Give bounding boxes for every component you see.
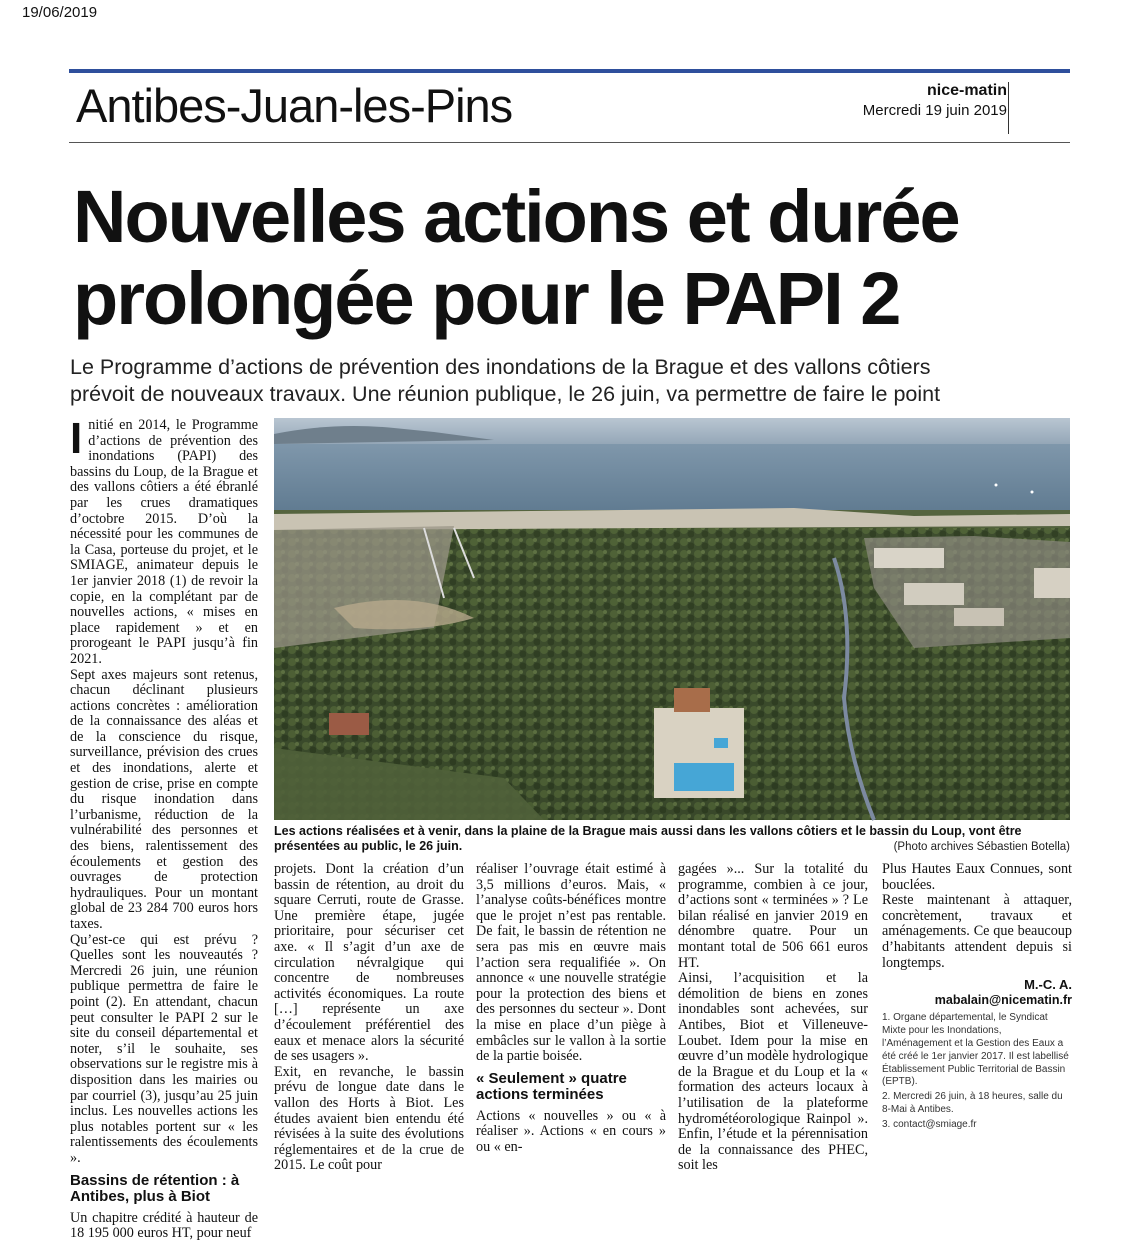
subhead-bassins: Bassins de rétention : à Antibes, plus à Biot [70,1171,240,1205]
paragraph-9: gagées »... Sur la totalité du programme, combien à ce jour, d’actions sont « terminées » ? Le bilan réalisé en janvier 2019 en dénombre quatre. Pour un montant total de 506 661 euros HT. [678,861,868,971]
paragraph-3: Qu’est-ce qui est prévu ? Quelles sont les nouveautés ? Mercredi 26 juin, une réunion publique permettra de faire le point (2). En attendant, chacun peut consulter le PAPI 2 sur le site du conseil départemental et noter, s’il le souhaite, ses observations sur le registre mis à disposition dans les mairies ou par courriel (3), jusqu’au 25 juin inclus. Les nouvelles actions les plus notables portent sur « les ralentissements des écoulements ». [70,931,258,1166]
paragraph-2: Sept axes majeurs sont retenus, chacun déclinant plusieurs actions concrètes : amélioration de la connaissance des aléas et de la conscience du risque, surveillance, prévision des crues et des inondations, alerte et gestion de crise, prise en compte du risque inondation dans l’urbanisme, réduction de la vulnérabilité des personnes et des biens, ralentissement des écoulements et gestion des ouvrages de protection hydrauliques. Pour un montant global de 23 284 700 euros hors taxes. [70,666,258,932]
masthead [863,82,1007,119]
article-column-4 [678,861,868,1174]
newspaper-brand: nice-matin [926,82,1007,99]
photo-caption: Les actions réalisées et à venir, dans la plaine de la Brague mais aussi dans les vallons côtiers et le bassin du Loup, vont être présentées au public, le 26 juin. [274,824,1022,853]
photo-credit: (Photo archives Sébastien Botella) [893,841,1070,853]
subhead-actions-terminees: « Seulement » quatre actions terminées [476,1069,627,1103]
paragraph-10: Ainsi, l’acquisition et la démolition de biens en zones inondables sont achevées, sur Antibes, Biot et Villeneuve-Loubet. Idem pour la mise en œuvre d’un modèle hydrologique de la Brague et du Loup et la « formation des acteurs locaux à l’utilisation de la plateforme hydrométéorologique Rainpol ». Enfin, l’étude et la pérennisation de la connaissance des PHEC, soit les [678,970,868,1174]
headline [73,176,1073,340]
issue-date: Mercredi 19 juin 2019 [862,102,1007,119]
article-column-1 [70,414,258,1242]
author-signature: M.-C. A. [1024,977,1072,993]
paragraph-7: réaliser l’ouvrage était estimé à 3,5 millions d’euros. Mais, « l’analyse coûts-bénéfices montre que le projet n’est pas rentable. De fait, le bassin de rétention ne sera pas mis en œuvre mais l’action sera requalifiée ». On annonce « une nouvelle stratégie pour la protection des biens et des personnes du secteur ». Dont la mise en place d’un piège à embâcles sur le vallon à la sortie de la partie boisée. [476,861,666,1065]
author-email: mabalain@nicematin.fr [934,992,1072,1007]
paragraph-8: Actions « nouvelles » ou « à réaliser ». Actions « en cours » ou « en- [476,1107,666,1155]
top-rule [69,69,1070,73]
footnote-2: 2. Mercredi 26 juin, à 18 heures, salle du 8-Mai à Antibes. [882,1091,1063,1115]
article-column-5 [882,862,1072,1140]
standfirst-line-2: prévoit de nouveaux travaux. Une réunion publique, le 26 juin, va permettre de faire le point [70,382,941,406]
footnote-3: 3. contact@smiage.fr [882,1118,977,1130]
aerial-photo [274,418,1070,820]
article-column-2 [274,861,464,1174]
paragraph-4: Un chapitre crédité à hauteur de 18 195 000 euros HT, pour neuf [70,1209,258,1242]
paragraph-1: nitié en 2014, le Programme d’actions de prévention des inondations (PAPI) des bassins du Loup, de la Brague et des vallons côtiers a été ébranlé par les crues dramatiques d’octobre 2015. D’où la nécessité pour les communes de la Casa, porteuse du projet, et le SMIAGE, animateur depuis le 1er janvier 2018 (1) de revoir la copie, en la complétant par de nouvelles actions, « mises en place rapidement » et en prorogeant le PAPI jusqu’à fin 2021. [70,417,258,667]
paragraph-6: Exit, en revanche, le bassin prévu de longue date dans le vallon des Horts à Biot. Les études avaient bien entendu été révisées à la suite des évolutions réglementaires et de la crue de 2015. Le coût pour [274,1063,464,1174]
headline-line-1: Nouvelles actions et durée [73,175,959,258]
standfirst [70,354,1080,408]
footnote-1: 1. Organe départemental, le Syndicat Mixte pour les Inondations, l’Aménagement et la Gestion des Eaux a été créé le 1er janvier 2017. Il est labellisé Établissement Public Territorial de Bassin (EPTB). [882,1012,1069,1088]
paragraph-11: Plus Hautes Eaux Connues, sont bouclées. [882,861,1072,893]
drop-cap: I [70,414,83,463]
aerial-photo-image [274,418,1070,820]
headline-line-2: prolongée pour le PAPI 2 [73,257,900,340]
section-title: Antibes-Juan-les-Pins [76,79,513,132]
paragraph-5: projets. Dont la création d’un bassin de rétention, au droit du square Cerruti, route de Grasse. Une première étape, jugée prioritaire, pour sécuriser cet axe. « Il s’agit d’un axe de circulation névralgique qui concentre de nombreuses activités économiques. La route […] représente un axe d’écoulement préférentiel des eaux et menace alors la sécurité de ses usagers ». [274,861,464,1065]
article-column-3 [476,861,666,1155]
print-date: 19/06/2019 [22,4,98,21]
footnotes [882,1012,1072,1131]
paragraph-12: Reste maintenant à attaquer, concrètement, travaux et aménagements. Ce que beaucoup d’habitants attendent depuis si longtemps. [882,892,1072,971]
standfirst-line-1: Le Programme d’actions de prévention des inondations de la Brague et des vallons côtiers [70,355,931,379]
masthead-divider [1008,82,1009,134]
section-divider [69,142,1070,143]
